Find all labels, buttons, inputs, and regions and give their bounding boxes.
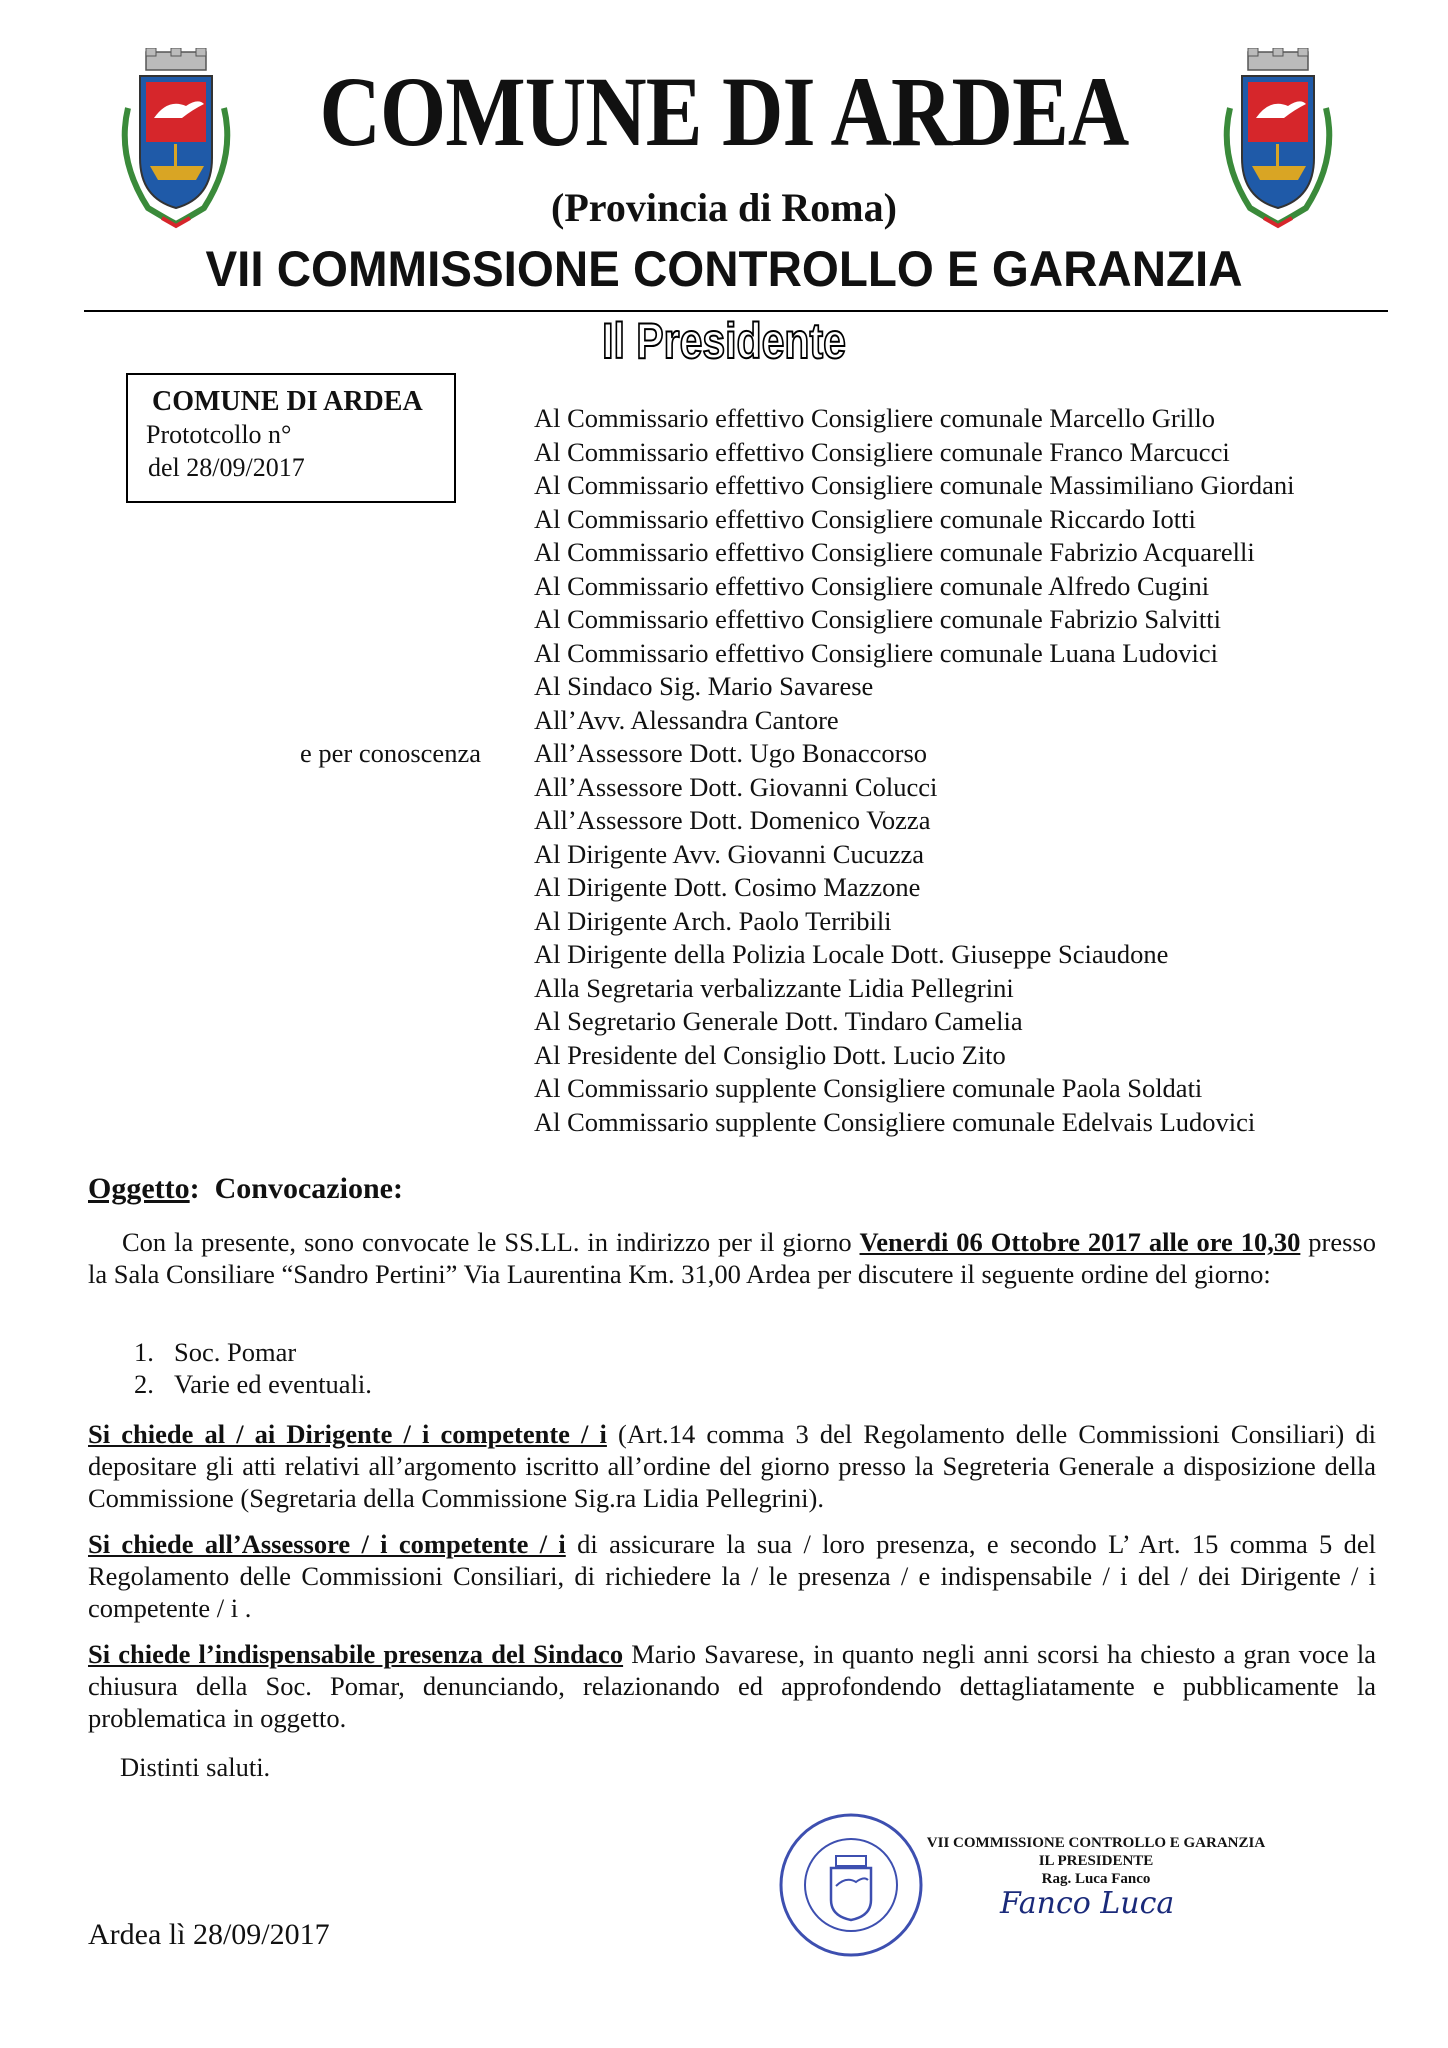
dirigenti-text: (Art.14 comma 3 del Regolamento delle Commissioni Consiliari) di depositare gli atti relativi all’argomento iscritto all’ordine del giorno presso la Segreteria Generale a disposizione della Commissione (Segretaria della Commissione Sig.ra Lidia Pellegrini). — [88, 1419, 1376, 1513]
recipient-item: Al Commissario effettivo Consigliere comunale Marcello Grillo — [534, 403, 1216, 433]
president-heading: Il Presidente — [602, 313, 846, 369]
sindaco-text: Mario Savarese, in quanto negli anni scorsi ha chiesto a gran voce la chiusura della Soc. Pomar, denunciando, relazionando ed approfondendo dettagliatamente e pubblicamente la problematica in oggetto. — [88, 1639, 1376, 1733]
agenda-item — [134, 1336, 372, 1368]
handwritten-signature: Fanco Luca — [1000, 1886, 1175, 1921]
cc-label: e per conoscenza — [300, 738, 481, 768]
agenda-text: Soc. Pomar — [174, 1337, 297, 1367]
assessori-paragraph — [88, 1528, 1376, 1624]
signature-commission: VII COMMISSIONE CONTROLLO E GARANZIA — [926, 1835, 1266, 1851]
signature-name: Rag. Luca Fanco — [1041, 1871, 1151, 1887]
sindaco-paragraph — [88, 1638, 1376, 1734]
recipient-item: Al Commissario supplente Consigliere comunale Edelvais Ludovici — [534, 1106, 1256, 1137]
agenda-text: Varie ed eventuali. — [174, 1369, 372, 1399]
recipient-item: Al Presidente del Consiglio Dott. Lucio Zito — [534, 1039, 1006, 1070]
protocol-number-label: Prototcollo n° — [146, 420, 292, 449]
recipient-item: Al Commissario effettivo Consigliere comunale Massimiliano Giordani — [534, 470, 1295, 500]
recipient-item: Al Dirigente Dott. Cosimo Mazzone — [534, 872, 921, 902]
subject-label: Oggetto — [88, 1172, 190, 1205]
recipient-item: Al Dirigente della Polizia Locale Dott. Giuseppe Sciaudone — [534, 939, 1169, 969]
recipient-item: Al Commissario effettivo Consigliere comunale Riccardo Iotti — [534, 503, 1196, 534]
intro-paragraph — [88, 1226, 1376, 1290]
recipient-item: Al Dirigente Avv. Giovanni Cucuzza — [534, 838, 925, 869]
dirigenti-lead: Si chiede al / ai Dirigente / i competente / i — [88, 1419, 607, 1449]
intro-text: Con la presente, sono convocate le SS.LL. in indirizzo per il giorno — [122, 1227, 860, 1257]
municipality-title: COMUNE DI ARDEA — [319, 56, 1129, 167]
assessori-lead: Si chiede all’Assessore / i competente / i — [88, 1529, 566, 1559]
subject-text: Convocazione: — [214, 1172, 403, 1205]
recipient-item: Al Commissario effettivo Consigliere comunale Franco Marcucci — [534, 436, 1230, 467]
commission-heading: VII COMMISSIONE CONTROLLO E GARANZIA — [205, 241, 1243, 297]
protocol-entity: COMUNE DI ARDEA — [152, 386, 423, 417]
agenda-list — [134, 1336, 372, 1400]
subject-line — [88, 1172, 403, 1206]
intro-location: presso la Sala Consiliare “Sandro Pertini” Via Laurentina Km. 31,00 Ardea per discutere il seguente ordine del giorno: — [88, 1227, 1376, 1289]
signature-role: IL PRESIDENTE — [1038, 1853, 1154, 1869]
recipient-item: Alla Segretaria verbalizzante Lidia Pellegrini — [534, 972, 1014, 1003]
closing-salutation: Distinti saluti. — [120, 1752, 271, 1782]
assessori-text: di assicurare la sua / loro presenza, e secondo L’ Art. 15 comma 5 del Regolamento delle Commissioni Consiliari, di richiedere la / le presenza / e indispensabile / i del / dei Dirigente / i competente / i . — [88, 1529, 1376, 1623]
recipient-item: Al Commissario supplente Consigliere comunale Paola Soldati — [534, 1073, 1203, 1103]
recipient-item: Al Segretario Generale Dott. Tindaro Camelia — [534, 1006, 1023, 1036]
province-subtitle: (Provincia di Roma) — [551, 185, 897, 230]
recipient-item: All’Avv. Alessandra Cantore — [534, 704, 839, 735]
protocol-box — [126, 373, 456, 503]
recipient-item: Al Commissario effettivo Consigliere comunale Alfredo Cugini — [534, 570, 1210, 601]
agenda-item — [134, 1368, 372, 1400]
recipient-item: Al Dirigente Arch. Paolo Terribili — [534, 905, 892, 936]
sindaco-lead: Si chiede l’indispensabile presenza del Sindaco — [88, 1639, 624, 1669]
recipient-item: All’Assessore Dott. Giovanni Colucci — [534, 771, 938, 802]
meeting-date: Venerdi 06 Ottobre 2017 alle ore 10,30 — [859, 1227, 1301, 1257]
protocol-date: del 28/09/2017 — [148, 453, 305, 482]
recipient-list — [534, 402, 1295, 1139]
recipient-item: All’Assessore Dott. Ugo Bonaccorso — [534, 738, 928, 768]
dirigenti-paragraph — [88, 1418, 1376, 1514]
subject-colon: : — [189, 1172, 200, 1205]
place-date: Ardea lì 28/09/2017 — [88, 1918, 330, 1951]
recipient-item: Al Sindaco Sig. Mario Savarese — [534, 671, 874, 701]
recipient-item: Al Commissario effettivo Consigliere comunale Fabrizio Acquarelli — [534, 537, 1255, 567]
recipient-item: Al Commissario effettivo Consigliere comunale Luana Ludovici — [534, 637, 1218, 668]
recipient-item: All’Assessore Dott. Domenico Vozza — [534, 805, 931, 835]
agenda-number: 2. — [134, 1369, 154, 1399]
agenda-number: 1. — [134, 1337, 154, 1367]
recipient-item: Al Commissario effettivo Consigliere comunale Fabrizio Salvitti — [534, 604, 1221, 634]
official-stamp-icon — [776, 1810, 926, 1960]
signature-block — [906, 1834, 1286, 1888]
